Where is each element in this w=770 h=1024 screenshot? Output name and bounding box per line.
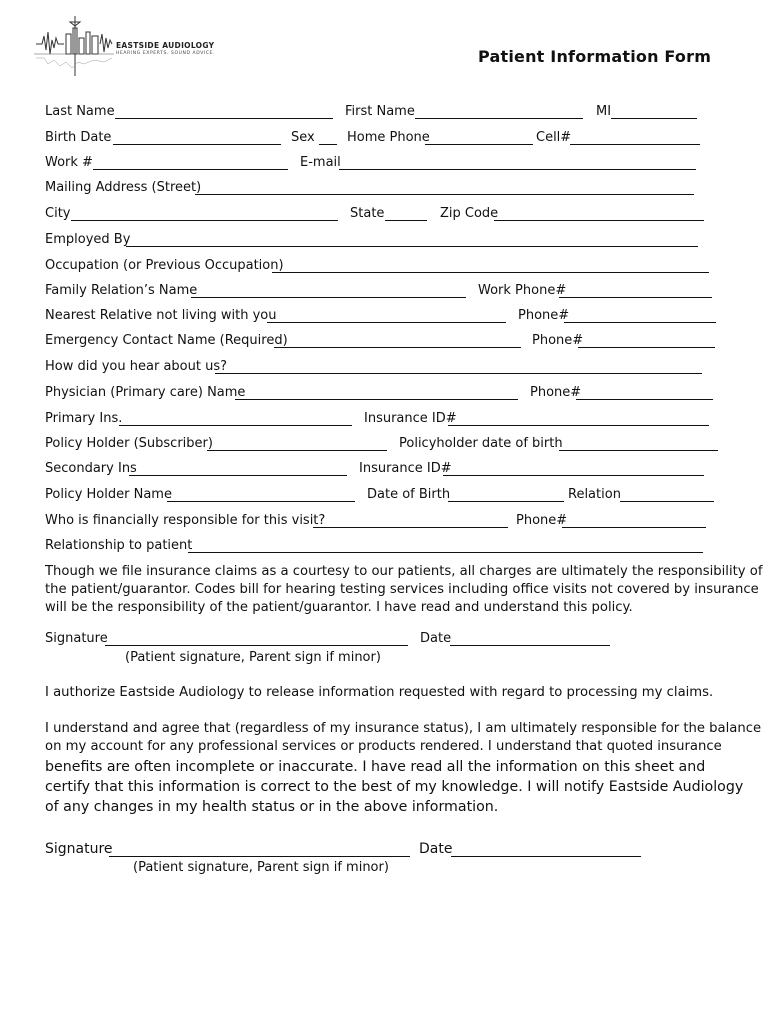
secondary-insurance-id-field[interactable] bbox=[443, 475, 704, 476]
secondary-ins-field[interactable] bbox=[129, 475, 347, 476]
sex-label: Sex bbox=[291, 130, 315, 145]
date-of-birth-label: Date of Birth bbox=[367, 487, 451, 502]
primary-ins-label: Primary Ins. bbox=[45, 411, 123, 426]
birth-row bbox=[45, 130, 725, 150]
secondary-insurance-id-label: Insurance ID# bbox=[359, 461, 452, 476]
state-label: State bbox=[350, 206, 385, 221]
relationship-to-patient-field[interactable] bbox=[188, 552, 703, 553]
physician-row bbox=[45, 385, 725, 405]
signature-date-field-2[interactable] bbox=[451, 856, 641, 857]
work-row bbox=[45, 155, 725, 175]
first-name-label: First Name bbox=[345, 104, 415, 119]
policyholder-dob-label: Policyholder date of birth bbox=[399, 436, 563, 451]
policy-holder-name-field[interactable] bbox=[167, 501, 355, 502]
relationship-to-patient-label: Relationship to patient bbox=[45, 538, 193, 553]
policy-line-1: Though we file insurance claims as a courtesy to our patients, all charges are ultimately the responsibility of bbox=[45, 564, 763, 579]
insurance-id-field[interactable] bbox=[448, 425, 709, 426]
financial-phone-label: Phone# bbox=[516, 513, 568, 528]
signature-label-2: Signature bbox=[45, 841, 113, 857]
policy-holder-name-row bbox=[45, 487, 725, 507]
policy-holder-row bbox=[45, 436, 725, 456]
birth-date-field[interactable] bbox=[113, 144, 281, 145]
mi-label: MI bbox=[596, 104, 612, 119]
emergency-row bbox=[45, 333, 725, 353]
page-title: Patient Information Form bbox=[478, 47, 712, 66]
brand-name: EASTSIDE AUDIOLOGY bbox=[116, 41, 215, 50]
certify-line-2: certify that this information is correct to the best of my knowledge. I will notify Eastside Audiology bbox=[45, 779, 744, 795]
home-phone-field[interactable] bbox=[425, 144, 533, 145]
mi-field[interactable] bbox=[611, 118, 697, 119]
occupation-label: Occupation (or Previous Occupation) bbox=[45, 258, 284, 273]
city-label: City bbox=[45, 206, 71, 221]
work-phone-field[interactable] bbox=[559, 297, 712, 298]
employed-by-field[interactable] bbox=[126, 246, 698, 247]
nearest-relative-label: Nearest Relative not living with you bbox=[45, 308, 277, 323]
last-name-label: Last Name bbox=[45, 104, 115, 119]
nearest-relative-phone-field[interactable] bbox=[564, 322, 716, 323]
primary-ins-field[interactable] bbox=[119, 425, 352, 426]
occupation-row bbox=[45, 258, 725, 278]
mailing-address-label: Mailing Address (Street) bbox=[45, 180, 202, 195]
policy-line-2: the patient/guarantor. Codes bill for hearing testing services including office visits not covered by insurance bbox=[45, 582, 759, 597]
signature-note: (Patient signature, Parent sign if minor) bbox=[125, 650, 381, 665]
city-field[interactable] bbox=[71, 220, 338, 221]
signature-date-label-2: Date bbox=[419, 841, 453, 857]
state-field[interactable] bbox=[385, 220, 427, 221]
city-row bbox=[45, 206, 725, 226]
name-row bbox=[45, 104, 725, 124]
emergency-contact-field[interactable] bbox=[274, 347, 521, 348]
first-name-field[interactable] bbox=[415, 118, 583, 119]
email-field[interactable] bbox=[339, 169, 696, 170]
employed-row bbox=[45, 232, 725, 252]
work-field[interactable] bbox=[93, 169, 288, 170]
certify-line-3: of any changes in my health status or in the above information. bbox=[45, 799, 499, 815]
physician-phone-label: Phone# bbox=[530, 385, 582, 400]
signature-label: Signature bbox=[45, 631, 108, 646]
last-name-field[interactable] bbox=[115, 118, 333, 119]
mailing-address-field[interactable] bbox=[195, 194, 694, 195]
signature-field-2[interactable] bbox=[109, 856, 410, 857]
financial-row bbox=[45, 513, 725, 533]
financially-responsible-label: Who is financially responsible for this visit? bbox=[45, 513, 326, 528]
relation-label: Relation bbox=[568, 487, 621, 502]
emergency-phone-field[interactable] bbox=[578, 347, 715, 348]
work-phone-label: Work Phone# bbox=[478, 283, 567, 298]
understand-line-2: on my account for any professional services or products rendered. I understand that quoted insurance bbox=[45, 739, 722, 754]
date-of-birth-field[interactable] bbox=[448, 501, 564, 502]
secondary-ins-label: Secondary Ins bbox=[45, 461, 137, 476]
zip-label: Zip Code bbox=[440, 206, 499, 221]
understand-line-1: I understand and agree that (regardless of my insurance status), I am ultimately responsible for the balance bbox=[45, 721, 762, 736]
certify-line-1: benefits are often incomplete or inaccurate. I have read all the information on this sheet and bbox=[45, 759, 706, 775]
how-heard-label: How did you hear about us? bbox=[45, 359, 227, 374]
financial-phone-field[interactable] bbox=[562, 527, 706, 528]
brand-tagline: HEARING EXPERTS. SOUND ADVICE. bbox=[116, 51, 216, 56]
relationship-row bbox=[45, 538, 725, 558]
nearest-relative-field[interactable] bbox=[267, 322, 506, 323]
nearest-relative-row bbox=[45, 308, 725, 328]
secondary-ins-row bbox=[45, 461, 725, 481]
policy-holder-name-label: Policy Holder Name bbox=[45, 487, 172, 502]
family-row bbox=[45, 283, 725, 303]
email-label: E-mail bbox=[300, 155, 341, 170]
authorize-text: I authorize Eastside Audiology to release information requested with regard to processing my claims. bbox=[45, 685, 714, 700]
financially-responsible-field[interactable] bbox=[313, 527, 508, 528]
physician-label: Physician (Primary care) Name bbox=[45, 385, 246, 400]
mailing-row bbox=[45, 180, 725, 200]
signature-field[interactable] bbox=[105, 645, 408, 646]
cell-label: Cell# bbox=[536, 130, 572, 145]
primary-ins-row bbox=[45, 411, 725, 431]
emergency-contact-label: Emergency Contact Name (Required) bbox=[45, 333, 288, 348]
nearest-relative-phone-label: Phone# bbox=[518, 308, 570, 323]
employed-by-label: Employed By bbox=[45, 232, 131, 247]
signature-row-2 bbox=[45, 841, 725, 861]
birth-date-label: Birth Date bbox=[45, 130, 112, 145]
occupation-field[interactable] bbox=[272, 272, 709, 273]
policy-line-3: will be the responsibility of the patient/guarantor. I have read and understand this policy. bbox=[45, 600, 633, 615]
signature-date-field[interactable] bbox=[450, 645, 610, 646]
policyholder-dob-field[interactable] bbox=[559, 450, 718, 451]
insurance-id-label: Insurance ID# bbox=[364, 411, 457, 426]
relation-field[interactable] bbox=[620, 501, 714, 502]
cell-field[interactable] bbox=[570, 144, 700, 145]
zip-field[interactable] bbox=[494, 220, 704, 221]
sex-field[interactable] bbox=[319, 144, 337, 145]
how-heard-row bbox=[45, 359, 725, 379]
signature-date-label: Date bbox=[420, 631, 452, 646]
emergency-phone-label: Phone# bbox=[532, 333, 584, 348]
home-phone-label: Home Phone bbox=[347, 130, 430, 145]
family-relation-label: Family Relation’s Name bbox=[45, 283, 198, 298]
signature-row-1 bbox=[45, 631, 725, 651]
family-relation-field[interactable] bbox=[191, 297, 466, 298]
physician-phone-field[interactable] bbox=[576, 399, 713, 400]
signature-note-2: (Patient signature, Parent sign if minor) bbox=[133, 860, 389, 875]
physician-field[interactable] bbox=[235, 399, 518, 400]
policy-holder-subscriber-label: Policy Holder (Subscriber) bbox=[45, 436, 213, 451]
work-label: Work # bbox=[45, 155, 93, 170]
how-heard-field[interactable] bbox=[215, 373, 702, 374]
policy-holder-subscriber-field[interactable] bbox=[207, 450, 387, 451]
